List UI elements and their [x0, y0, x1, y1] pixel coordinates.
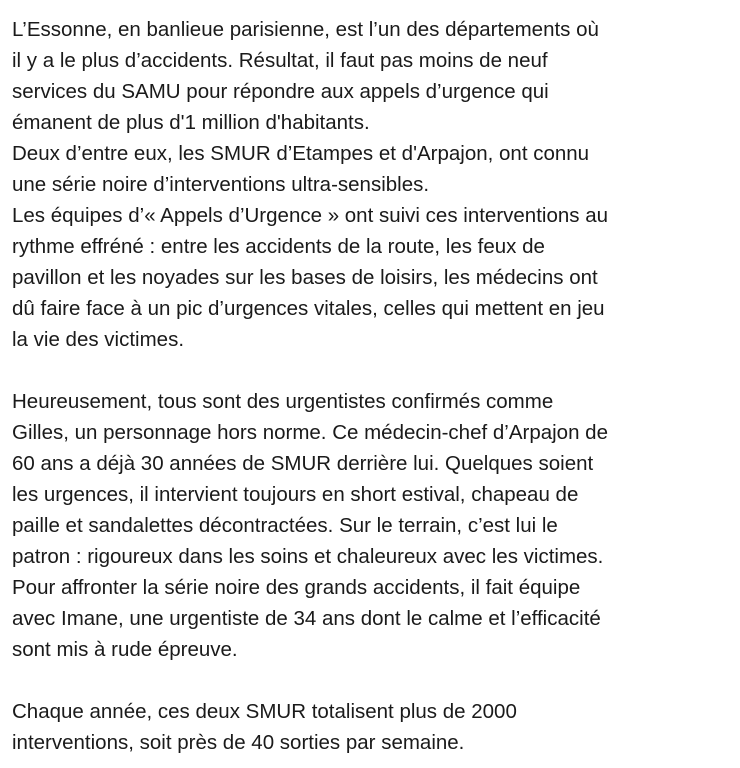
text-line: émanent de plus d'1 million d'habitants. — [12, 111, 370, 134]
text-line: rythme effréné : entre les accidents de la route, les feux de — [12, 235, 545, 258]
text-line: interventions, soit près de 40 sorties par semaine. — [12, 731, 465, 754]
text-line: services du SAMU pour répondre aux appels d’urgence qui — [12, 80, 549, 103]
text-line: paille et sandalettes décontractées. Sur le terrain, c’est lui le — [12, 514, 558, 537]
text-line: Pour affronter la série noire des grands accidents, il fait équipe — [12, 576, 581, 599]
text-line: Deux d’entre eux, les SMUR d’Etampes et d'Arpajon, ont connu — [12, 142, 590, 165]
text-line: L’Essonne, en banlieue parisienne, est l’un des départements où — [12, 18, 599, 41]
text-line: une série noire d’interventions ultra-sensibles. — [12, 173, 430, 196]
text-line: il y a le plus d’accidents. Résultat, il faut pas moins de neuf — [12, 49, 548, 72]
paragraph-intro — [12, 14, 726, 355]
text-line: la vie des victimes. — [12, 328, 185, 351]
paragraph-gilles — [12, 386, 726, 665]
text-line: Chaque année, ces deux SMUR totalisent plus de 2000 — [12, 700, 517, 723]
text-line: avec Imane, une urgentiste de 34 ans dont le calme et l’efficacité — [12, 607, 601, 630]
text-line: dû faire face à un pic d’urgences vitales, celles qui mettent en jeu — [12, 297, 605, 320]
text-line: sont mis à rude épreuve. — [12, 638, 238, 661]
text-line: Gilles, un personnage hors norme. Ce médecin-chef d’Arpajon de — [12, 421, 608, 444]
text-line: 60 ans a déjà 30 années de SMUR derrière lui. Quelques soient — [12, 452, 594, 475]
paragraph-stats — [12, 696, 726, 758]
text-line: les urgences, il intervient toujours en short estival, chapeau de — [12, 483, 579, 506]
text-line: Les équipes d’« Appels d’Urgence » ont suivi ces interventions au — [12, 204, 609, 227]
text-line: Heureusement, tous sont des urgentistes confirmés comme — [12, 390, 554, 413]
text-line: pavillon et les noyades sur les bases de loisirs, les médecins ont — [12, 266, 598, 289]
text-line: patron : rigoureux dans les soins et chaleureux avec les victimes. — [12, 545, 604, 568]
